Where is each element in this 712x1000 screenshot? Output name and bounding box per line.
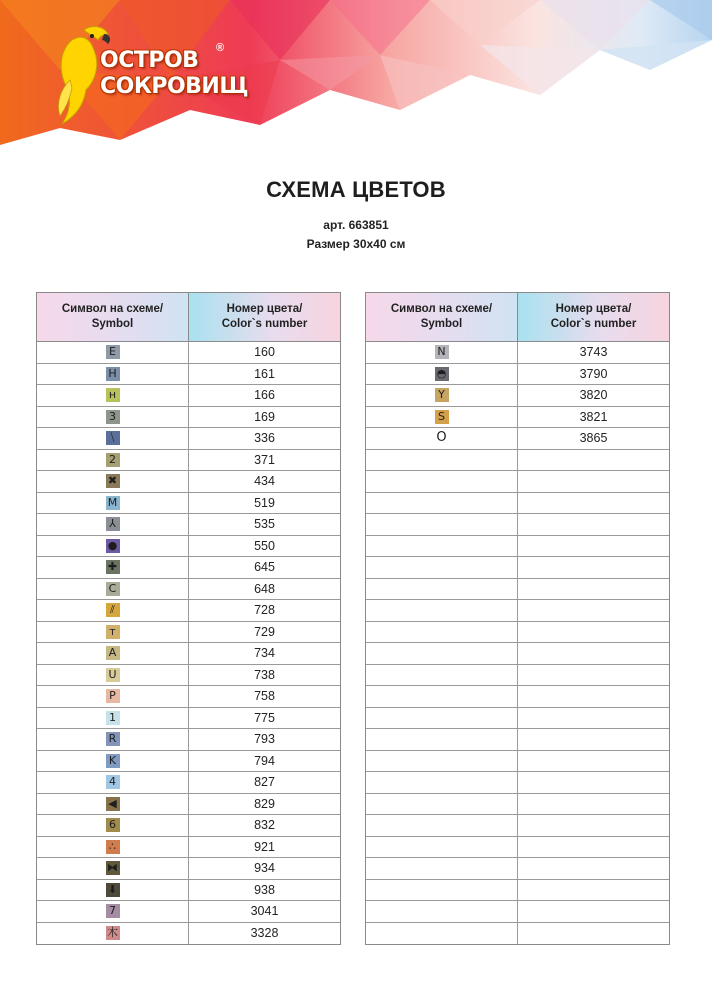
table-header (37, 293, 340, 342)
symbol-cell (37, 708, 189, 729)
color-number-cell: 648 (254, 581, 275, 596)
symbol-cell (37, 536, 189, 557)
color-number-cell (518, 686, 669, 707)
symbol-swatch: R (106, 732, 120, 746)
symbol-swatch: U (106, 668, 120, 682)
symbol-swatch: N (435, 345, 449, 359)
color-number-cell (518, 493, 669, 514)
color-number-cell (518, 815, 669, 836)
symbol-cell (37, 579, 189, 600)
symbol-cell (37, 600, 189, 621)
color-number-cell: 793 (254, 732, 275, 747)
color-number-cell (518, 665, 669, 686)
table-row (37, 923, 340, 945)
symbol-cell (366, 815, 518, 836)
symbol-cell (366, 794, 518, 815)
color-number-cell (518, 622, 669, 643)
symbol-swatch: ⧹ (106, 431, 120, 445)
symbol-cell (366, 880, 518, 901)
table-row (37, 751, 340, 773)
empty-row (366, 708, 669, 730)
color-number-cell: 729 (254, 624, 275, 639)
symbol-cell (366, 901, 518, 922)
color-number-cell: 832 (254, 818, 275, 833)
table-row (366, 428, 669, 450)
symbol-cell (37, 342, 189, 363)
symbol-swatch: т (106, 625, 120, 639)
table-row (37, 471, 340, 493)
table-row (37, 493, 340, 515)
symbol-swatch: ⅄ (106, 517, 120, 531)
brand-line1: ОСТРОВ (100, 48, 199, 73)
color-number-cell (518, 536, 669, 557)
color-number-cell: 371 (254, 452, 275, 467)
symbol-swatch: ◀ (106, 797, 120, 811)
table-row (37, 579, 340, 601)
table-row (366, 342, 669, 364)
color-number-cell (518, 772, 669, 793)
color-number-cell: 3865 (579, 431, 608, 446)
symbol-swatch: H (106, 367, 120, 381)
color-number-cell: 3743 (579, 345, 608, 360)
empty-row (366, 622, 669, 644)
symbol-cell (37, 858, 189, 879)
color-number-cell (518, 729, 669, 750)
symbol-cell (366, 622, 518, 643)
empty-row (366, 493, 669, 515)
symbol-cell (37, 428, 189, 449)
symbol-cell (366, 557, 518, 578)
registered-mark: ® (216, 42, 225, 54)
symbol-cell (37, 665, 189, 686)
table-row (37, 815, 340, 837)
symbol-cell (366, 708, 518, 729)
color-number-cell: 758 (254, 689, 275, 704)
color-number-cell: 519 (254, 495, 275, 510)
color-number-cell: 166 (254, 388, 275, 403)
table-row (37, 729, 340, 751)
article-number: арт. 663851 (323, 218, 389, 232)
symbol-cell (366, 923, 518, 945)
color-number-cell (518, 514, 669, 535)
color-number-cell (518, 751, 669, 772)
color-number-cell: 775 (254, 710, 275, 725)
empty-row (366, 450, 669, 472)
table-row (366, 407, 669, 429)
table-body (366, 342, 669, 944)
symbol-swatch: M (106, 496, 120, 510)
table-row (37, 514, 340, 536)
symbol-cell (366, 342, 518, 363)
symbol-cell (37, 794, 189, 815)
page-title: СХЕМА ЦВЕТОВ (266, 177, 446, 202)
symbol-cell (37, 686, 189, 707)
symbol-cell (366, 536, 518, 557)
color-number-cell (518, 858, 669, 879)
symbol-cell (37, 364, 189, 385)
symbol-swatch: 2 (106, 453, 120, 467)
symbol-swatch: ⬇ (106, 883, 120, 897)
symbol-swatch: 3 (106, 410, 120, 424)
color-table-left (36, 292, 341, 945)
symbol-column-header: Символ на схеме/ Symbol (366, 293, 518, 341)
symbol-swatch: Y (435, 388, 449, 402)
color-number-cell (518, 579, 669, 600)
color-number-cell (518, 600, 669, 621)
symbol-cell (366, 600, 518, 621)
symbol-swatch: 6 (106, 818, 120, 832)
symbol-cell (366, 407, 518, 428)
table-row (37, 536, 340, 558)
symbol-swatch: ⫽ (106, 603, 120, 617)
empty-row (366, 686, 669, 708)
table-row (37, 772, 340, 794)
color-number-cell (518, 794, 669, 815)
brand-line2: СОКРОВИЩ (100, 74, 249, 99)
symbol-swatch: S (435, 410, 449, 424)
symbol-cell (37, 622, 189, 643)
color-number-cell: 161 (254, 366, 275, 381)
table-row (37, 622, 340, 644)
symbol-swatch: C (106, 582, 120, 596)
color-number-cell: 827 (254, 775, 275, 790)
color-number-cell: 728 (254, 603, 275, 618)
symbol-swatch: н (106, 388, 120, 402)
color-number-cell: 535 (254, 517, 275, 532)
color-number-cell: 738 (254, 667, 275, 682)
symbol-cell (37, 751, 189, 772)
symbol-cell (37, 471, 189, 492)
table-row (37, 407, 340, 429)
empty-row (366, 858, 669, 880)
empty-row (366, 557, 669, 579)
color-number-cell: 169 (254, 409, 275, 424)
symbol-swatch: ✚ (106, 560, 120, 574)
color-number-cell: 160 (254, 345, 275, 360)
symbol-cell (366, 385, 518, 406)
symbol-cell (366, 858, 518, 879)
table-row (37, 858, 340, 880)
color-number-cell: 336 (254, 431, 275, 446)
color-number-cell: 3790 (579, 366, 608, 381)
color-number-cell: 794 (254, 753, 275, 768)
empty-row (366, 880, 669, 902)
empty-row (366, 536, 669, 558)
table-row (37, 450, 340, 472)
table-row (37, 686, 340, 708)
symbol-cell (366, 514, 518, 535)
color-number-cell (518, 837, 669, 858)
color-number-cell: 934 (254, 861, 275, 876)
color-number-cell: 921 (254, 839, 275, 854)
empty-row (366, 600, 669, 622)
symbol-cell (37, 901, 189, 922)
table-row (37, 708, 340, 730)
symbol-cell (37, 385, 189, 406)
empty-row (366, 579, 669, 601)
symbol-cell (366, 751, 518, 772)
table-row (37, 428, 340, 450)
symbol-cell (37, 880, 189, 901)
color-number-cell: 3820 (579, 388, 608, 403)
color-number-cell: 550 (254, 538, 275, 553)
symbol-swatch: A (106, 646, 120, 660)
symbol-cell (366, 686, 518, 707)
symbol-swatch: ∴ (106, 840, 120, 854)
symbol-cell (366, 643, 518, 664)
symbol-cell (366, 364, 518, 385)
empty-row (366, 772, 669, 794)
color-table-right (365, 292, 670, 945)
symbol-cell (366, 729, 518, 750)
symbol-cell (37, 557, 189, 578)
color-number-cell: 829 (254, 796, 275, 811)
empty-row (366, 815, 669, 837)
color-number-cell (518, 880, 669, 901)
symbol-cell (37, 407, 189, 428)
symbol-cell (37, 772, 189, 793)
color-number-cell (518, 708, 669, 729)
color-number-cell (518, 901, 669, 922)
symbol-cell (37, 815, 189, 836)
symbol-cell (37, 923, 189, 945)
symbol-cell (366, 493, 518, 514)
table-row (37, 837, 340, 859)
table-row (37, 600, 340, 622)
symbol-swatch: ● (106, 539, 120, 553)
symbol-cell (366, 837, 518, 858)
table-row (37, 342, 340, 364)
empty-row (366, 794, 669, 816)
color-number-cell (518, 557, 669, 578)
symbol-cell (37, 729, 189, 750)
table-row (37, 880, 340, 902)
number-column-header: Номер цвета/ Color`s number (518, 293, 669, 341)
symbol-cell (37, 837, 189, 858)
canvas-size: Размер 30х40 см (306, 237, 406, 251)
color-number-cell (518, 450, 669, 471)
symbol-cell (37, 643, 189, 664)
color-number-cell: 434 (254, 474, 275, 489)
table-row (366, 364, 669, 386)
empty-row (366, 471, 669, 493)
color-number-cell: 3821 (579, 409, 608, 424)
table-row (37, 901, 340, 923)
symbol-swatch: 4 (106, 775, 120, 789)
symbol-swatch: 1 (106, 711, 120, 725)
symbol-cell (37, 493, 189, 514)
symbol-cell (366, 579, 518, 600)
table-row (37, 557, 340, 579)
color-number-cell: 645 (254, 560, 275, 575)
symbol-column-header: Символ на схеме/ Symbol (37, 293, 189, 341)
empty-row (366, 923, 669, 945)
number-column-header: Номер цвета/ Color`s number (189, 293, 340, 341)
symbol-swatch: 7 (106, 904, 120, 918)
symbol-swatch: 木 (107, 926, 118, 940)
table-row (37, 794, 340, 816)
color-number-cell: 3041 (250, 904, 279, 919)
color-number-cell: 3328 (250, 926, 279, 941)
color-number-cell: 938 (254, 882, 275, 897)
table-row (366, 385, 669, 407)
empty-row (366, 643, 669, 665)
symbol-swatch: O (436, 430, 447, 446)
symbol-swatch: E (106, 345, 120, 359)
color-number-cell (518, 923, 669, 945)
symbol-swatch: ◓ (435, 367, 449, 381)
empty-row (366, 514, 669, 536)
symbol-swatch: P (106, 689, 120, 703)
table-row (37, 665, 340, 687)
table-body (37, 342, 340, 944)
empty-row (366, 751, 669, 773)
empty-row (366, 901, 669, 923)
table-header (366, 293, 669, 342)
empty-row (366, 837, 669, 859)
symbol-cell (366, 471, 518, 492)
empty-row (366, 665, 669, 687)
table-row (37, 364, 340, 386)
symbol-cell (366, 772, 518, 793)
table-row (37, 643, 340, 665)
color-number-cell (518, 471, 669, 492)
symbol-cell (366, 450, 518, 471)
empty-row (366, 729, 669, 751)
color-number-cell (518, 643, 669, 664)
symbol-swatch: K (106, 754, 120, 768)
color-number-cell: 734 (254, 646, 275, 661)
symbol-cell (37, 514, 189, 535)
symbol-swatch: ⧓ (107, 861, 118, 875)
table-row (37, 385, 340, 407)
symbol-cell (37, 450, 189, 471)
symbol-cell (366, 665, 518, 686)
symbol-cell (366, 428, 518, 449)
symbol-swatch: ✖ (106, 474, 120, 488)
